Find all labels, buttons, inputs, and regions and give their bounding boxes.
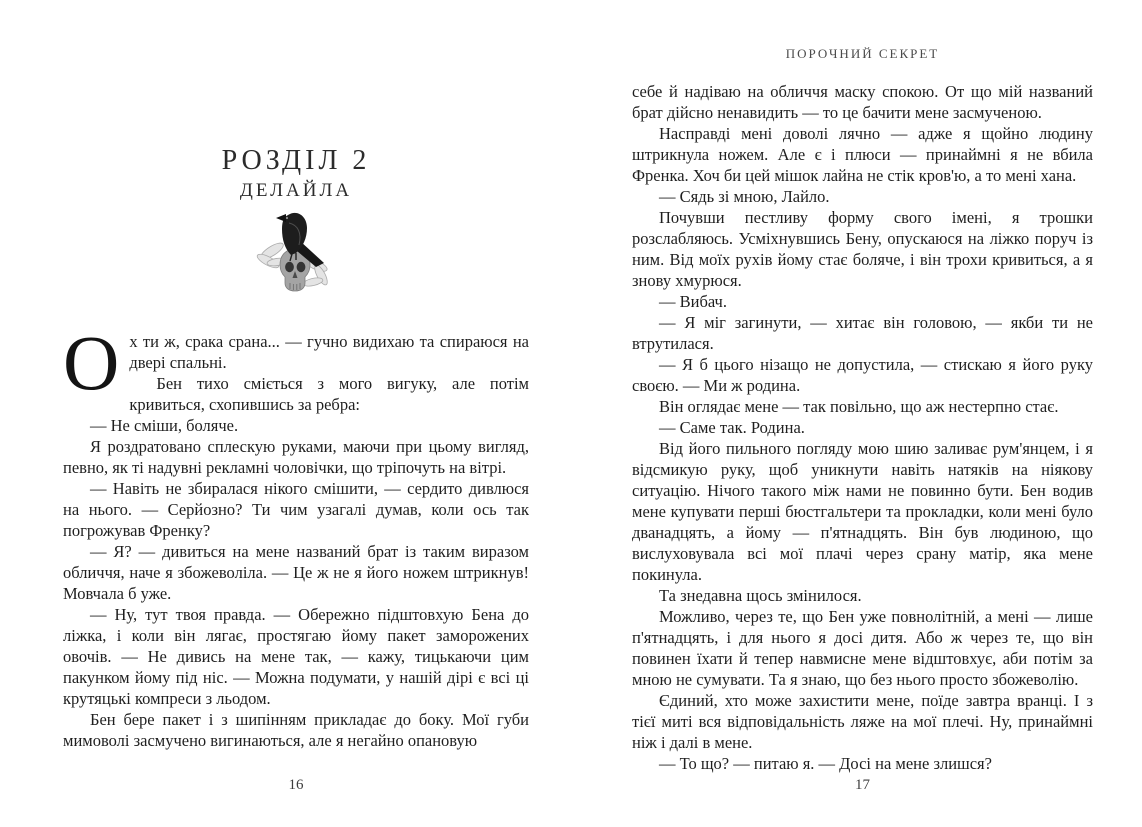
raven-skull-illustration [250, 205, 342, 297]
opening-paragraph-text: х ти ж, срака срана... — гучно видихаю та спираюся на двері спальні. [129, 332, 529, 372]
paragraph: Бен тихо сміється з мого вигуку, але потім кривиться, схопившись за ребра: [129, 374, 529, 414]
paragraph: Від його пильного погляду мою шию заливає рум'янцем, і я відсмикую руку, щоб уникнути навіть натяків на ніякову ситуацію. Нічого такого між нами не повинно бути. Бен водив мене купувати перші бюстгальтери та прокладки, коли мені було дванадцять, а йому — п'ятнадцять. Він був людиною, що вислуховувала всі мої плачі через срану матір, яка мене покинула. [632, 439, 1093, 584]
paragraph: — Сядь зі мною, Лайло. [659, 187, 830, 206]
paragraph: — Не сміши, боляче. [90, 416, 239, 435]
paragraph: Можливо, через те, що Бен уже повнолітній, а мені — лише п'ятнадцять, і для нього я досі дитя. Або ж через те, що він повинен їхати й тепер навмисне мене відштовхує, аби потім за мною не сумувати. Та я знаю, що без нього просто збожеволію. [632, 607, 1093, 689]
paragraph: — Навіть не збиралася нікого смішити, — сердито дивлюся на нього. — Серйозно? Ти чим узагалі думав, коли ось так погрожував Френку? [63, 479, 529, 540]
paragraph: Бен бере пакет і з шипінням прикладає до боку. Мої губи мимоволі засмучено вигинаються, але я негайно опановую [63, 710, 529, 750]
left-page-paragraphs [63, 373, 529, 751]
paragraph: себе й надіваю на обличчя маску спокою. От що мій названий брат дійсно ненавидить — то це бачити мене засмученою. [632, 82, 1093, 122]
paragraph: Я роздратовано сплескую руками, маючи при цьому вигляд, певно, як ті надувні рекламні чоловічки, що тріпочуть на вітрі. [63, 437, 529, 477]
paragraph: Він оглядає мене — так повільно, що аж нестерпно стає. [659, 397, 1059, 416]
right-page-body [632, 81, 1093, 774]
paragraph: Почувши пестливу форму свого імені, я трошки розслабляюсь. Усміхнувшись Бену, опускаюся на ліжко поруч із ним. Від моїх рухів йому стає боляче, і він трохи кривиться, а я знову хмурюся. [632, 208, 1093, 290]
paragraph: Єдиний, хто може захистити мене, поїде завтра вранці. І з тієї миті вся відповідальність ляже на мої плечі. Ну, принаймні ніж і далі в мене. [632, 691, 1093, 752]
page-left [63, 0, 529, 827]
paragraph: — Я б цього нізащо не допустила, — стискаю я його руку своєю. — Ми ж родина. [632, 355, 1093, 395]
paragraph: — Вибач. [659, 292, 727, 311]
paragraph: Насправді мені доволі лячно — адже я щойно людину штрикнула ножем. Але є і плюси — принаймні я не вбила Френка. Хоч би цей мішок лайна не стік кров'ю, а то мені хана. [632, 124, 1093, 185]
chapter-title: РОЗДІЛ 2 [221, 145, 371, 176]
page-right [632, 0, 1093, 827]
paragraph: — Я міг загинути, — хитає він головою, — якби ти не втрутилася. [632, 313, 1093, 353]
paragraph: Та знедавна щось змінилося. [659, 586, 862, 605]
raven-skull-lilies-icon [250, 205, 342, 297]
paragraph: — Я? — дивиться на мене названий брат із таким виразом обличчя, наче я збожеволіла. — Це ж не я його ножем штрикнув! Мовчала б уже. [63, 542, 529, 603]
right-page-paragraphs [632, 81, 1093, 774]
page-number-right: 17 [855, 777, 870, 793]
page-number-left: 16 [288, 777, 304, 793]
dropcap-letter: О [63, 319, 120, 406]
left-page-body [63, 319, 529, 751]
paragraph: — Ну, тут твоя правда. — Обережно підштовхую Бена до ліжка, і коли він лягає, простягаю йому пакет заморожених овочів. — Не дивись на мене так, — кажу, тицькаючи цим пакунком йому під ніс. — Можна подумати, у нашій дірі є всі ці крутяцькі компреси з льодом. [63, 605, 529, 708]
chapter-head [63, 146, 529, 203]
running-header: ПОРОЧНИЙ СЕКРЕТ [785, 46, 940, 61]
paragraph: — То що? — питаю я. — Досі на мене злишся? [659, 754, 992, 773]
paragraph: — Саме так. Родина. [659, 418, 805, 437]
chapter-subtitle: ДЕЛАЙЛА [239, 180, 353, 201]
